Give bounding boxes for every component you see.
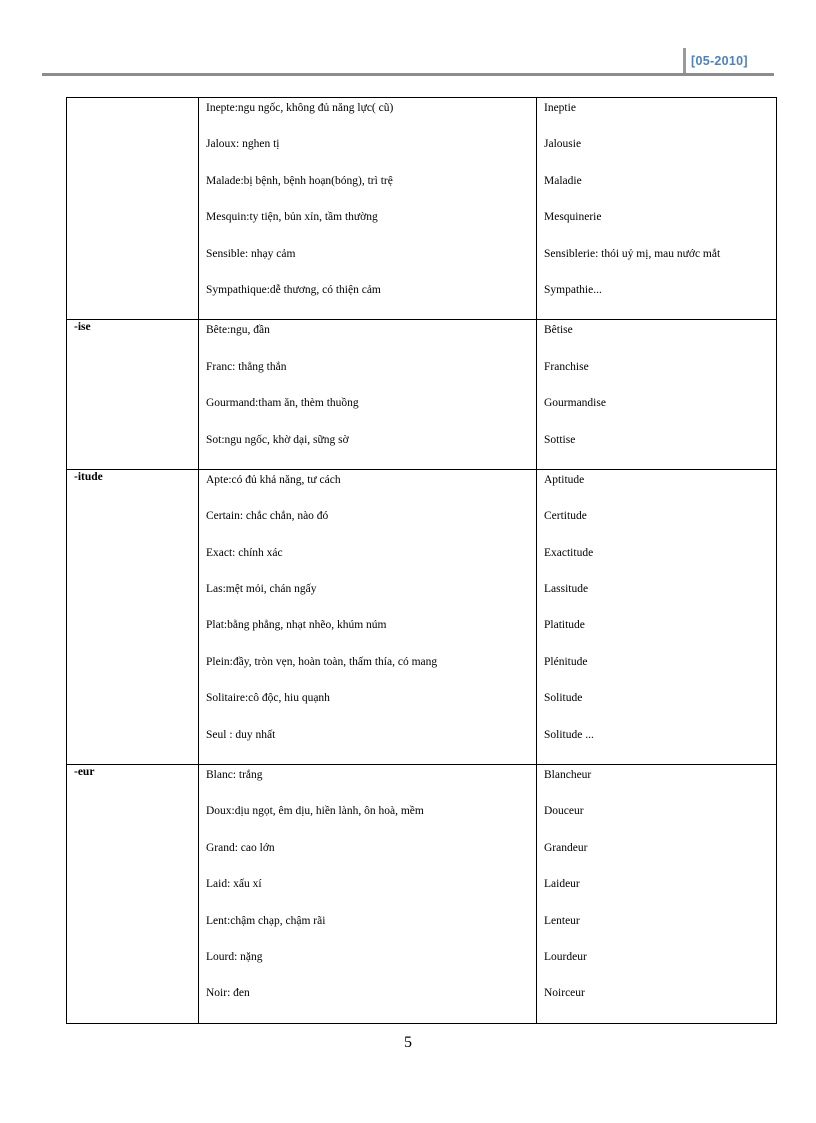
table-row [67,98,777,320]
adjective-entry: Doux:dịu ngọt, êm dịu, hiền lành, ôn hoà, mềm [206,805,424,818]
noun-entry: Certitude [544,510,587,523]
suffix-label: -itude [74,470,103,483]
adjective-entry: Jaloux: nghen tị [206,138,280,151]
adjective-entry: Mesquin:ty tiện, bủn xỉn, tầm thường [206,211,378,224]
noun-entry: Grandeur [544,841,588,854]
noun-entry: Sympathie... [544,283,602,296]
noun-entry: Solitude ... [544,728,594,741]
suffix-label: -ise [74,321,91,334]
adjective-entry: Laid: xấu xí [206,878,262,891]
vocabulary-table-body [67,98,777,1024]
noun-entry: Platitude [544,619,585,632]
noun-entry: Plénitude [544,655,588,668]
suffix-cell [67,765,199,1024]
header-date: [05-2010] [683,48,748,74]
adjective-entry: Apte:có đủ khả năng, tư cách [206,473,341,486]
adjective-entry: Noir: đen [206,987,250,1000]
table-row [67,469,777,764]
noun-entry: Ineptie [544,102,576,114]
noun-entry: Maladie [544,174,582,187]
noun-entry: Laideur [544,878,580,891]
suffix-cell [67,469,199,764]
noun-cell [537,320,777,470]
noun-entry: Blancheur [544,769,592,782]
table-row [67,765,777,1024]
adjective-cell [199,320,537,470]
suffix-cell [67,320,199,470]
noun-entry: Bêtise [544,324,573,337]
noun-entry: Gourmandise [544,397,606,410]
adjective-entry: Exact: chính xác [206,546,283,559]
adjective-entry: Malade:bị bệnh, bệnh hoạn(bóng), trì trệ [206,174,393,187]
noun-cell [537,469,777,764]
page-number: 5 [404,1034,412,1051]
noun-entry: Sottise [544,433,576,446]
adjective-entry: Las:mệt mỏi, chán ngấy [206,583,317,596]
noun-entry: Lassitude [544,583,589,596]
noun-cell [537,765,777,1024]
noun-entry: Douceur [544,805,584,818]
adjective-entry: Franc: thẳng thắn [206,360,287,373]
adjective-cell [199,469,537,764]
noun-entry: Sensiblerie: thói uỷ mị, mau nước mắt [544,247,721,260]
adjective-entry: Grand: cao lớn [206,841,275,854]
adjective-cell [199,765,537,1024]
adjective-entry: Plein:đầy, tròn vẹn, hoàn toàn, thấm thía, có mang [206,655,438,668]
noun-entry: Lourdeur [544,950,587,963]
adjective-entry: Lourd: nặng [206,950,263,963]
adjective-entry: Sot:ngu ngốc, khờ dại, sững sờ [206,433,349,446]
noun-entry: Jalousie [544,138,582,151]
adjective-entry: Seul : duy nhất [206,728,276,741]
noun-entry: Franchise [544,360,589,373]
noun-entry: Mesquinerie [544,211,602,224]
adjective-entry: Sensible: nhạy cảm [206,247,296,260]
adjective-entry: Bête:ngu, đần [206,324,270,337]
vocabulary-table [66,97,777,1024]
header-rule [42,73,774,76]
adjective-cell [199,98,537,320]
noun-entry: Solitude [544,692,583,705]
suffix-cell [67,98,199,320]
noun-cell [537,98,777,320]
table-row [67,320,777,470]
adjective-entry: Gourmand:tham ăn, thèm thuồng [206,397,359,410]
adjective-entry: Certain: chắc chắn, nào đó [206,510,329,523]
adjective-entry: Lent:chậm chạp, chậm rãi [206,914,326,927]
suffix-label: -eur [74,766,95,779]
adjective-entry: Inepte:ngu ngốc, không đủ năng lực( cũ) [206,102,394,114]
noun-entry: Lenteur [544,914,580,927]
adjective-entry: Solitaire:cô độc, hiu quạnh [206,692,330,705]
adjective-entry: Blanc: trắng [206,769,263,782]
noun-entry: Noirceur [544,987,585,1000]
adjective-entry: Plat:bằng phẳng, nhạt nhẽo, khúm núm [206,619,387,632]
noun-entry: Aptitude [544,473,585,486]
adjective-entry: Sympathique:dễ thương, có thiện cảm [206,283,381,296]
noun-entry: Exactitude [544,546,594,559]
